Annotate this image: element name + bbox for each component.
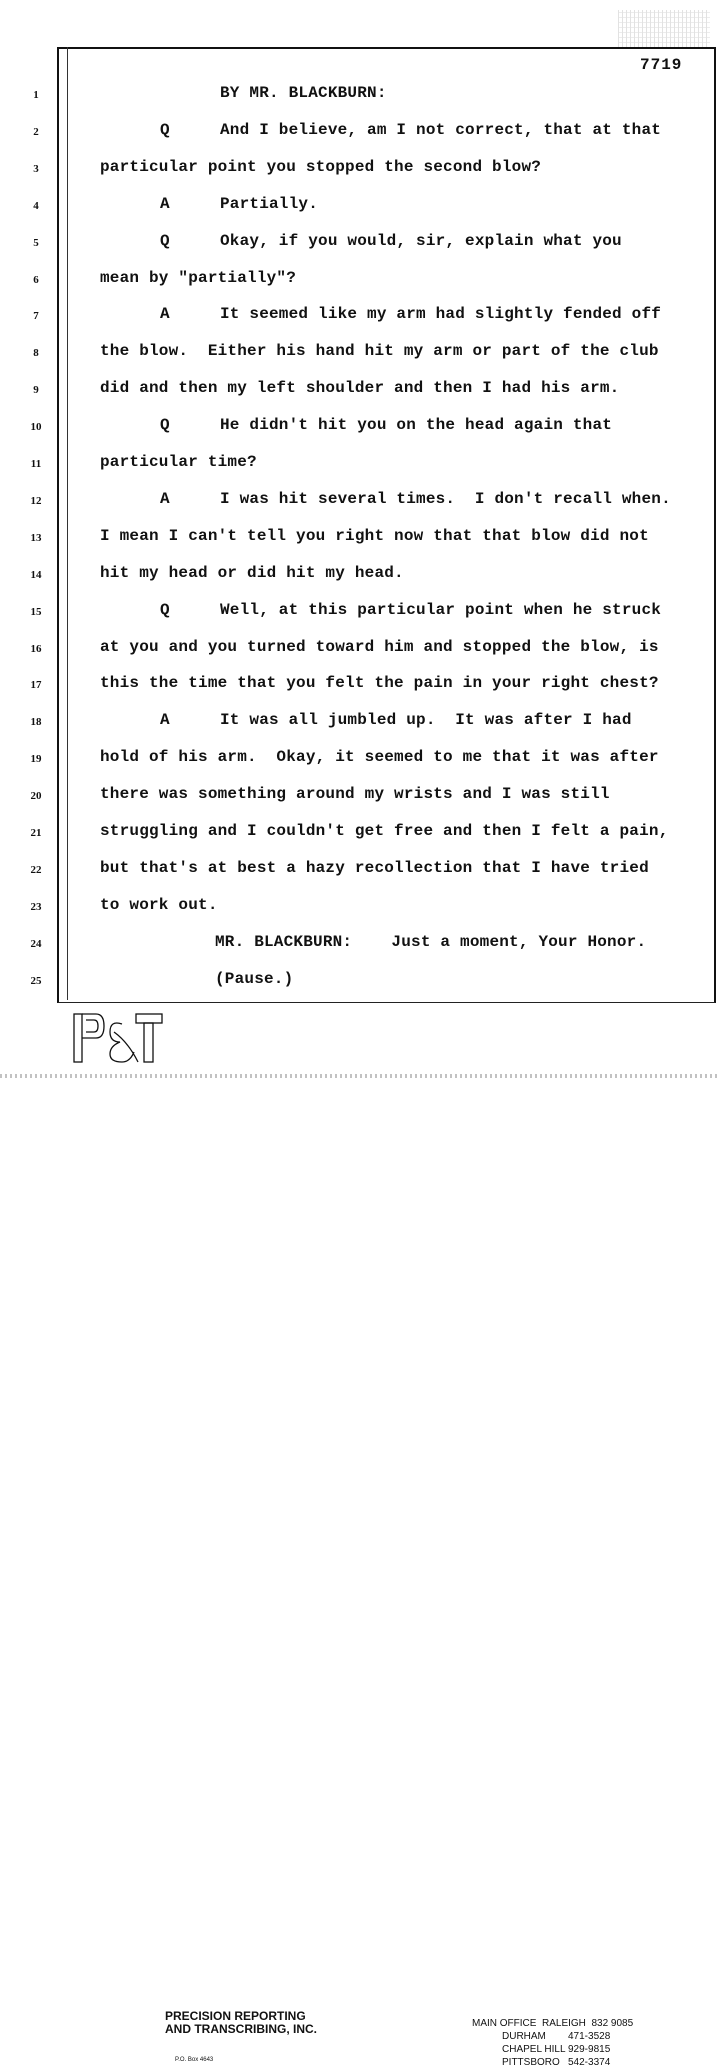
line-number: 19 bbox=[30, 753, 42, 765]
transcript-text: It was all jumbled up. It was after I had bbox=[220, 711, 632, 729]
margin-rule bbox=[67, 47, 68, 1000]
line-number: 4 bbox=[33, 200, 39, 212]
line-number: 16 bbox=[30, 643, 42, 655]
transcript-text: Partially. bbox=[220, 195, 319, 213]
line-number: 7 bbox=[33, 310, 39, 322]
speaker-label: A bbox=[160, 490, 170, 508]
transcript-text: MR. BLACKBURN: Just a moment, Your Honor. bbox=[215, 933, 647, 951]
page-number: 7719 bbox=[640, 56, 683, 74]
transcript-text: BY MR. BLACKBURN: bbox=[220, 84, 387, 102]
transcript-text: struggling and I couldn't get free and then I felt a pain, bbox=[100, 822, 669, 840]
speaker-label: Q bbox=[160, 121, 170, 139]
line-number: 2 bbox=[33, 126, 39, 138]
transcript-text: hit my head or did hit my head. bbox=[100, 564, 404, 582]
line-number: 10 bbox=[30, 421, 42, 433]
line-number: 8 bbox=[33, 347, 39, 359]
transcript-text: He didn't hit you on the head again that bbox=[220, 416, 613, 434]
line-number: 9 bbox=[33, 384, 39, 396]
line-number: 11 bbox=[30, 458, 42, 470]
speaker-label: A bbox=[160, 195, 170, 213]
office-row: DURHAM 471-3528 bbox=[502, 2031, 611, 2042]
company-logo bbox=[70, 1006, 165, 1066]
line-number: 25 bbox=[30, 975, 42, 987]
transcript-text: but that's at best a hazy recollection that I have tried bbox=[100, 859, 649, 877]
line-number: 5 bbox=[33, 237, 39, 249]
line-number: 22 bbox=[30, 864, 42, 876]
line-number: 12 bbox=[30, 495, 42, 507]
company-name: PRECISION REPORTING AND TRANSCRIBING, INC. bbox=[165, 2009, 317, 2036]
scan-artifact bbox=[0, 1074, 720, 1078]
transcript-text: at you and you turned toward him and stopped the blow, is bbox=[100, 638, 659, 656]
line-number: 20 bbox=[30, 790, 42, 802]
transcript-text: to work out. bbox=[100, 896, 218, 914]
speaker-label: A bbox=[160, 711, 170, 729]
transcript-text: And I believe, am I not correct, that at that bbox=[220, 121, 662, 139]
transcript-text: Well, at this particular point when he struck bbox=[220, 601, 662, 619]
transcript-text: particular point you stopped the second blow? bbox=[100, 158, 542, 176]
transcript-text: mean by "partially"? bbox=[100, 269, 297, 287]
line-number: 17 bbox=[30, 679, 42, 691]
office-row: MAIN OFFICE RALEIGH 832 9085 bbox=[472, 2018, 634, 2029]
company-address: P.O. Box 4643 bbox=[175, 2057, 214, 2063]
transcript-text: did and then my left shoulder and then I had his arm. bbox=[100, 379, 620, 397]
line-number: 14 bbox=[30, 569, 42, 581]
line-number: 3 bbox=[33, 163, 39, 175]
line-number: 21 bbox=[30, 827, 42, 839]
office-row: PITTSBORO 542-3374 bbox=[502, 2057, 611, 2068]
office-row: CHAPEL HILL 929-9815 bbox=[502, 2044, 611, 2055]
transcript-text: there was something around my wrists and I was still bbox=[100, 785, 610, 803]
transcript-text: (Pause.) bbox=[215, 970, 294, 988]
transcript-text: I was hit several times. I don't recall when. bbox=[220, 490, 671, 508]
line-number: 23 bbox=[30, 901, 42, 913]
speaker-label: Q bbox=[160, 601, 170, 619]
line-number: 13 bbox=[30, 532, 42, 544]
transcript-text: Okay, if you would, sir, explain what you bbox=[220, 232, 622, 250]
transcript-text: It seemed like my arm had slightly fended off bbox=[220, 305, 662, 323]
scan-artifact bbox=[618, 10, 710, 48]
line-number: 18 bbox=[30, 716, 42, 728]
transcript-text: the blow. Either his hand hit my arm or part of the club bbox=[100, 342, 659, 360]
line-number: 24 bbox=[30, 938, 42, 950]
footer bbox=[0, 1004, 720, 2068]
line-number: 6 bbox=[33, 274, 39, 286]
line-number: 1 bbox=[33, 89, 39, 101]
transcript-text: this the time that you felt the pain in your right chest? bbox=[100, 674, 659, 692]
transcript-text: I mean I can't tell you right now that that blow did not bbox=[100, 527, 649, 545]
line-number: 15 bbox=[30, 606, 42, 618]
speaker-label: Q bbox=[160, 416, 170, 434]
speaker-label: Q bbox=[160, 232, 170, 250]
office-list bbox=[472, 2017, 633, 2069]
speaker-label: A bbox=[160, 305, 170, 323]
transcript-text: hold of his arm. Okay, it seemed to me that it was after bbox=[100, 748, 659, 766]
transcript-text: particular time? bbox=[100, 453, 257, 471]
